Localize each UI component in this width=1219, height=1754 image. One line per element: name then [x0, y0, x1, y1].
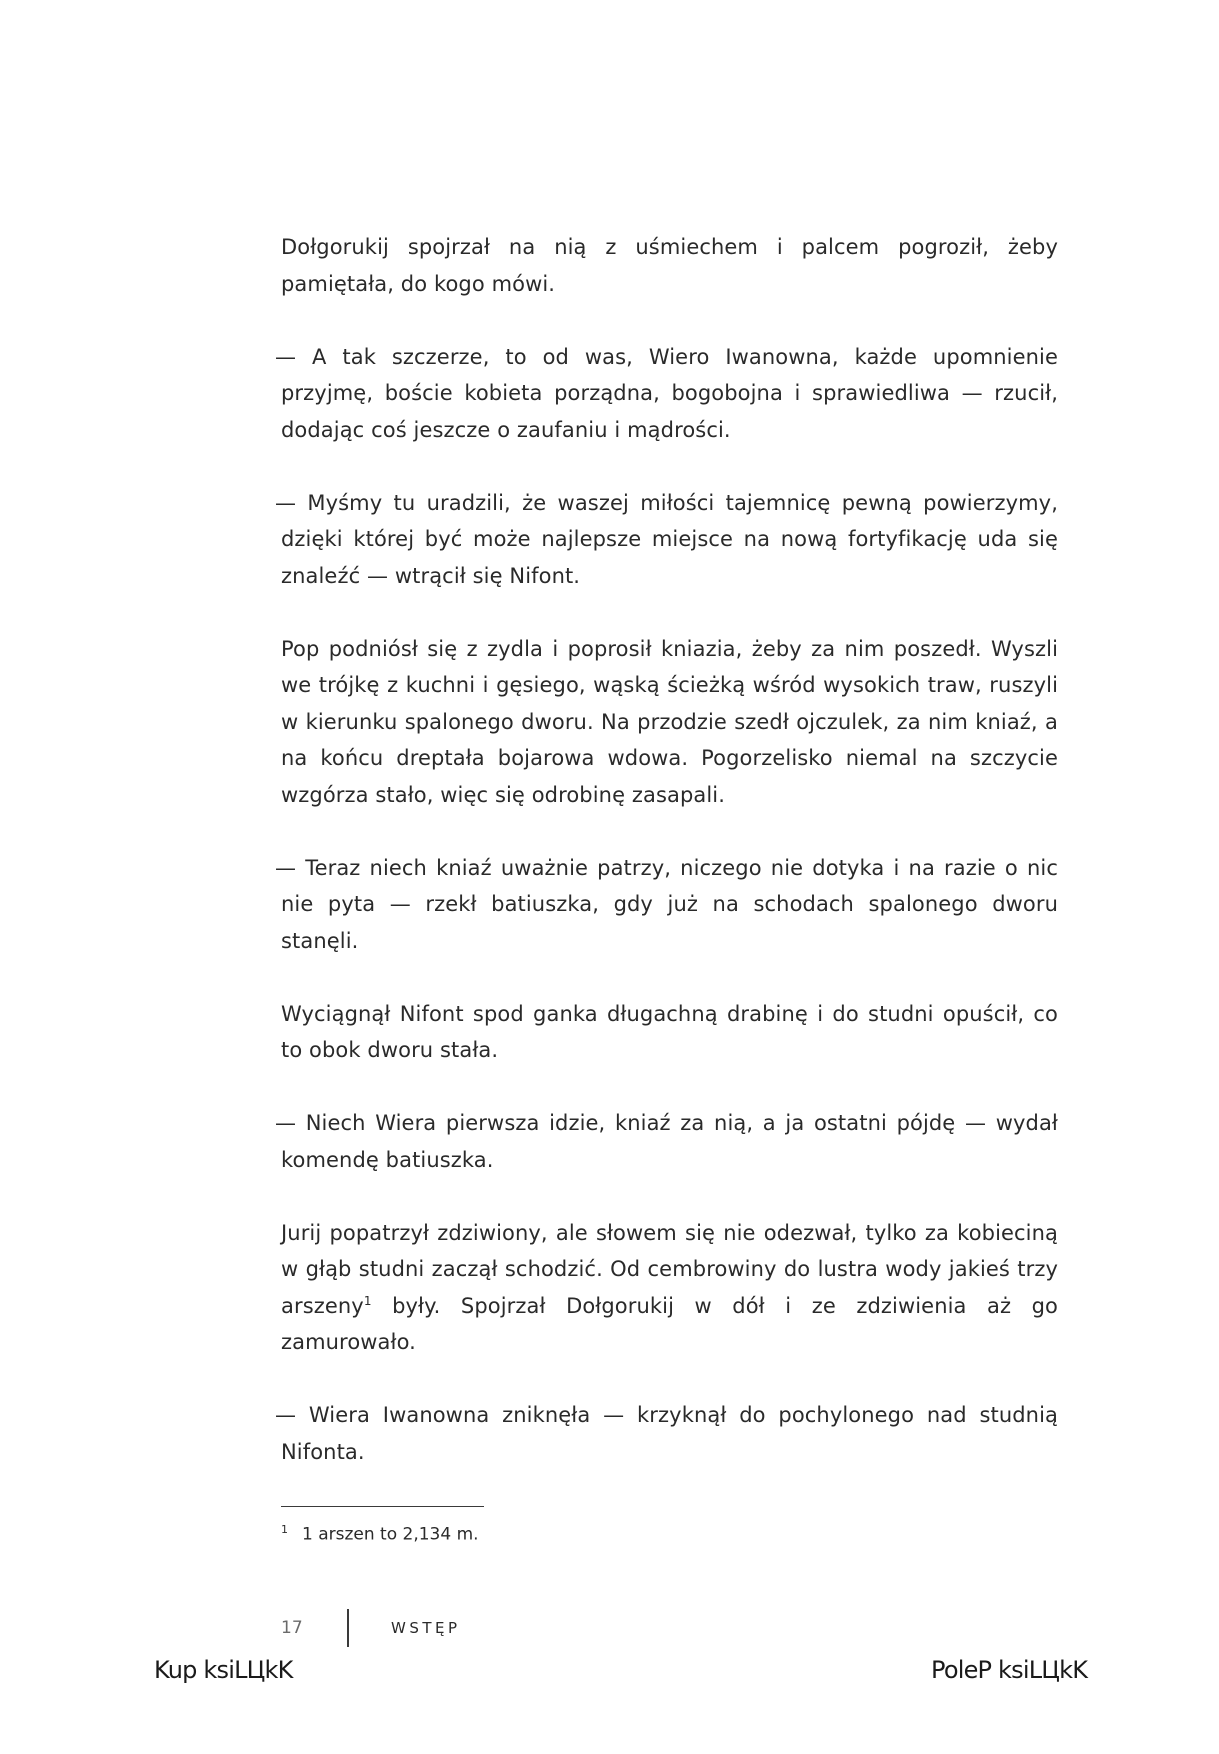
- footnote: [281, 1518, 479, 1547]
- paragraph-with-footnote: [281, 1215, 1058, 1361]
- footnote-number: 1: [281, 1523, 288, 1536]
- dialogue-paragraph: — Wiera Iwanowna zniknęła — krzyknął do pochylonego nad studnią Nifonta.: [275, 1403, 1058, 1464]
- dialogue-paragraph: — A tak szczerze, to od was, Wiero Iwanowna, każde upomnienie przyjmę, boście kobieta porządna, bogobojna i sprawiedliwa — rzucił, dodając coś jeszcze o zaufaniu i mądrości.: [275, 344, 1058, 442]
- footnote-text: 1 arszen to 2,134 m.: [302, 1524, 479, 1545]
- paragraph: Dołgorukij spojrzał na nią z uśmiechem i palcem pogroził, żeby pamiętała, do kogo mówi.: [281, 235, 1058, 296]
- paragraph-text: Jurij popatrzył zdziwiony, ale słowem się nie odezwał, tylko za kobieciną w głąb studni zaczął schodzić. Od cembrowiny do lustra wody jakieś trzy arszeny: [281, 1220, 1058, 1318]
- buy-book-link[interactable]: Kup ksiLЦkK: [154, 1656, 293, 1684]
- dialogue-paragraph: — Niech Wiera pierwsza idzie, kniaź za nią, a ja ostatni pójdę — wydał komendę batiuszka.: [275, 1111, 1058, 1172]
- paragraph: Pop podniósł się z zydla i poprosił kniazia, żeby za nim poszedł. Wyszli we trójkę z kuchni i gęsiego, wąską ścieżką wśród wysokich traw, ruszyli w kierunku spalonego dworu. Na przodzie szedł ojczulek, za nim kniaź, a na końcu dreptała bojarowa wdowa. Pogorzelisko niemal na szczycie wzgórza stało, więc się odrobinę zasapali.: [281, 636, 1058, 807]
- footnote-marker[interactable]: 1: [363, 1293, 372, 1308]
- main-text: [275, 229, 1058, 1507]
- paragraph: Wyciągnął Nifont spod ganka długachną drabinę i do studni opuścił, co to obok dworu stała.: [281, 1001, 1058, 1062]
- footer-divider: [347, 1609, 349, 1647]
- paragraph-text: były. Spojrzał Dołgorukij w dół i ze zdziwienia aż go zamurowało.: [281, 1293, 1058, 1354]
- page-number: 17: [281, 1618, 303, 1638]
- footnote-divider: [281, 1506, 484, 1507]
- dialogue-paragraph: — Teraz niech kniaź uważnie patrzy, niczego nie dotyka i na razie o nic nie pyta — rzekł batiuszka, gdy już na schodach spalonego dworu stanęli.: [275, 855, 1058, 953]
- dialogue-paragraph: — Myśmy tu uradzili, że waszej miłości tajemnicę pewną powierzymy, dzięki której być może najlepsze miejsce na nową fortyfikację uda się znaleźć — wtrącił się Nifont.: [275, 490, 1058, 588]
- page-footer: [281, 1608, 461, 1648]
- section-title: WSTĘP: [391, 1619, 461, 1637]
- recommend-book-link[interactable]: PoleP ksiLЦkK: [931, 1656, 1088, 1684]
